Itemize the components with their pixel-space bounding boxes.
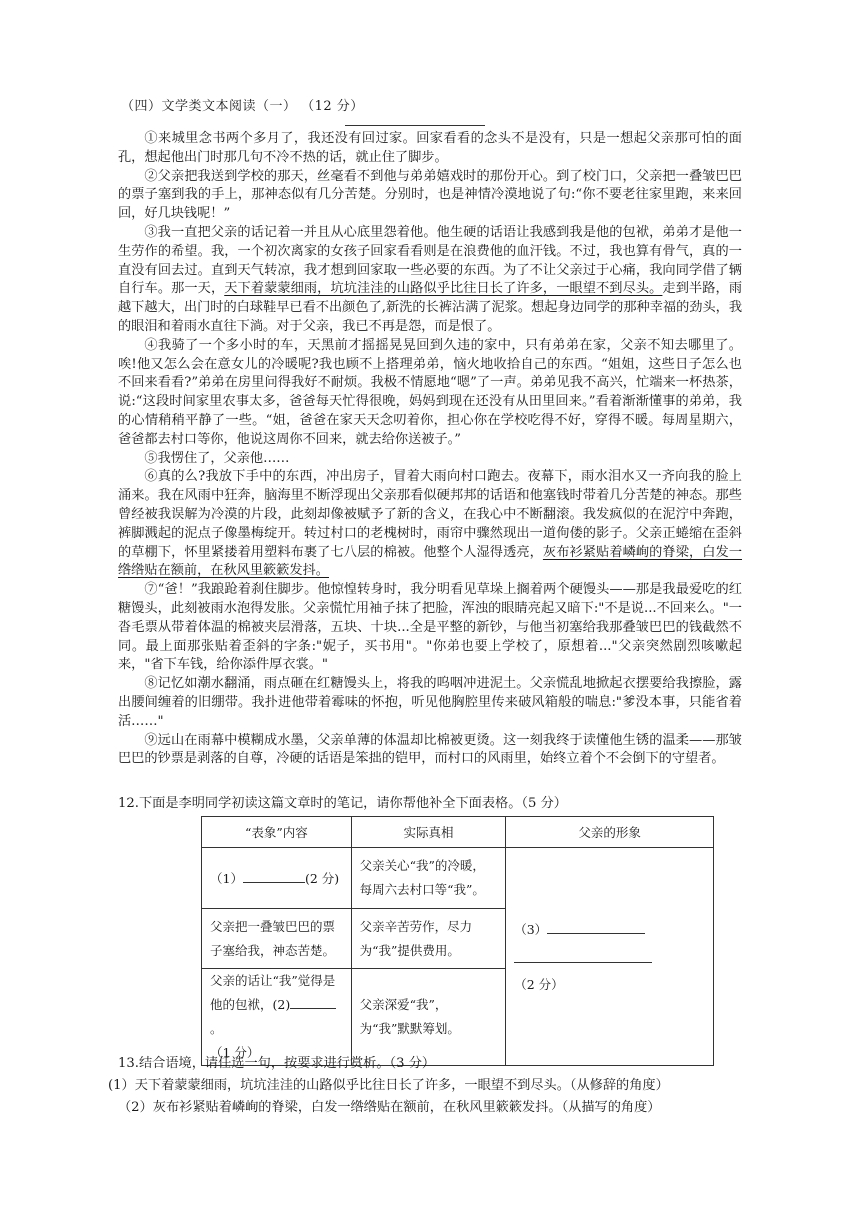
cell-r2-c2: 父亲辛苦劳作，尽力为“我”提供费用。 [351, 909, 506, 969]
blank-1-label: （1） [210, 871, 243, 886]
paragraph-6-text: ⑥真的么?我放下手中的东西，冲出房子，冒着大雨向村口跑去。夜幕下，雨水泪水又一齐向我的脸上涌来。我在风雨中狂奔，脑海里不断浮现出父亲那看似硬邦邦的话语和他塞钱时带着几分苦楚的神态。那些曾经被我误解为冷漠的片段，此刻却像被赋予了新的含义，在我心中不断翻滚。我发疯似的在泥泞中奔跑，裤脚溅起的泥点子像墨梅绽开。转过村口的老槐树时，雨帘中骤然现出一道佝偻的影子。父亲正蜷缩在歪斜的草棚下，怀里紧搂着用塑料布裹了七八层的棉被。他整个人湿得透亮， [118, 469, 742, 560]
paragraph-1: ①来城里念书两个多月了，我还没有回过家。回家看看的念头不是没有，只是一想起父亲那可怕的面孔，想起他出门时那几句不冷不热的话，就止住了脚步。 [118, 131, 742, 165]
blank-3-score: （2 分） [514, 977, 564, 992]
question-13-prompt: 13.结合语境，请任选一句，按要求进行赏析。（3 分） [118, 1056, 436, 1071]
answer-blank-3[interactable] [547, 933, 645, 934]
cell-father-image [506, 848, 714, 1066]
paragraph-3 [118, 224, 742, 337]
blank-2-suffix: 。 [210, 1021, 223, 1036]
blank-3-label: （3） [514, 922, 548, 937]
answer-blank-3-line-2[interactable] [514, 948, 652, 963]
section-title: （四）文学类文本阅读（一） （12 分） [121, 99, 364, 114]
blank-3-line-1 [514, 920, 705, 938]
notes-table [201, 816, 714, 1066]
paragraph-8: ⑧记忆如潮水翻涌，雨点砸在红糖馒头上，将我的呜咽冲进泥土。父亲慌乱地掀起衣摆要给我擦脸，露出腰间缠着的旧绷带。我扑进他带着霉味的怀抱，听见他胸腔里传来破风箱般的喘息:"爹没本事，只能省着活……" [118, 676, 742, 729]
underlined-sentence-1: 天下着蒙蒙细雨，坑坑洼洼的山路似乎比往日长了许多，一眼望不到尽头。 [224, 281, 663, 297]
question-12-prompt: 12.下面是李明同学初读这篇文章时的笔记，请你帮他补全下面表格。（5 分） [118, 796, 567, 811]
cell-r3-c2: 父亲深爱“我”，为“我”默默筹划。 [351, 969, 506, 1066]
header-father-image: 父亲的形象 [506, 817, 714, 848]
paragraph-2: ②父亲把我送到学校的那天，丝毫看不到他与弟弟嬉戏时的那份开心。到了校门口，父亲把一叠皱巴巴的票子塞到我的手上，那神态似有几分苦楚。分别时，也是神情冷漠地说了句:“你不要老往家里跑，来来回回，好几块钱呢！” [118, 168, 742, 222]
question-13-option-1: (1）天下着蒙蒙细雨，坑坑洼洼的山路似乎比往日长了许多，一眼望不到尽头。（从修辞的角度） [108, 1078, 669, 1093]
paragraph-4: ④我骑了一个多小时的车，天黑前才摇摇晃晃回到久违的家中，只有弟弟在家，父亲不知去哪里了。唉!他又怎么会在意女儿的冷暖呢?我也顾不上搭理弟弟，恼火地收拾自己的东西。“姐姐，这些日子怎么也不回来看看?”弟弟在房里问得我好不耐烦。我极不情愿地“嗯”了一声。弟弟见我不高兴，忙端来一杯热茶，说:“这段时间家里农事太多，爸爸每天忙得很晚，妈妈到现在还没有从田里回来。”看着渐渐懂事的弟弟，我的心情稍稍平静了一些。“姐，爸爸在家天天念叨着你，担心你在学校吃得不好，穿得不暖。每周星期六，爸爸都去村口等你，他说这周你不回来，就去给你送被子。” [118, 337, 742, 447]
blank-2-prefix: 父亲的话让“我”觉得是他的包袱，(2) [210, 973, 336, 1012]
blank-2-score: （1 分） [210, 1045, 260, 1060]
cell-r1-c1 [202, 848, 352, 909]
cell-r1-c2: 父亲关心“我”的冷暖，每周六去村口等“我”。 [351, 848, 506, 909]
answer-blank-1[interactable] [243, 882, 305, 883]
reading-passage [118, 130, 742, 769]
blank-1-score: (2 分) [304, 871, 340, 886]
paragraph-3-text-b: 走到半路，雨越下越大，出门时的白球鞋早已看不出颜色了,新洗的长裤沾满了泥浆。想起身边同学的那种幸福的劲头，我的眼泪和着雨水直往下淌。对于父亲，我已不再是怨，而是恨了。 [118, 281, 743, 334]
question-13-option-2: （2）灰布衫紧贴着嶙峋的脊梁，白发一绺绺贴在额前，在秋风里簌簌发抖。（从描写的角度） [118, 1100, 661, 1115]
paragraph-9: ⑨远山在雨幕中模糊成水墨，父亲单薄的体温却比棉被更烫。这一刻我终于读懂他生锈的温柔——那皱巴巴的钞票是剥落的自尊，冷硬的话语是笨拙的铠甲，而村口的风雨里，始终立着个不会倒下的守望者。 [118, 732, 742, 767]
underlined-sentence-2: 灰布衫紧贴着嶙峋的脊梁，白发一绺绺贴在额前，在秋风里簌簌发抖。 [118, 544, 743, 579]
header-appearance: “表象”内容 [202, 817, 352, 848]
title-underline [345, 125, 485, 126]
paragraph-6 [118, 468, 742, 581]
cell-r2-c1: 父亲把一叠皱巴巴的票子塞给我，神态苦楚。 [202, 909, 352, 969]
cell-r3-c1 [202, 969, 352, 1066]
answer-blank-2[interactable] [290, 1008, 336, 1009]
paragraph-5: ⑤我愣住了，父亲他…… [144, 450, 290, 466]
header-truth: 实际真相 [351, 817, 506, 848]
paragraph-3-text-a: ③我一直把父亲的话记着一并且从心底里怨着他。他生硬的话语让我感到我是他的包袱，弟弟才是他一生劳作的希望。我，一个初次离家的女孩子回家看看则是在浪费他的血汗钱。不过，我也算有骨气，真的一直没有回去过。直到天气转凉，我才想到回家取一些必要的东西。为了不让父亲过于心痛，我向同学借了辆自行车。那一天， [118, 224, 742, 297]
paragraph-7: ⑦“爸！”我踉跄着刹住脚步。他惊惶转身时，我分明看见草垛上搁着两个硬馒头——那是我最爱吃的红糖馒头，此刻被雨水泡得发胀。父亲慌忙用袖子抹了把脸，浑浊的眼睛亮起又暗下:"不是说...不回来么。"一沓毛票从带着体温的棉被夹层滑落，五块、十块...全是平整的新钞，与他当初塞给我那叠皱巴巴的钱截然不同。最上面那张贴着歪斜的字条:"妮子，买书用"。"你弟也要上学校了，原想着..."父亲突然剧烈咳嗽起来，"省下车钱，给你添件厚衣裳。" [118, 582, 742, 673]
